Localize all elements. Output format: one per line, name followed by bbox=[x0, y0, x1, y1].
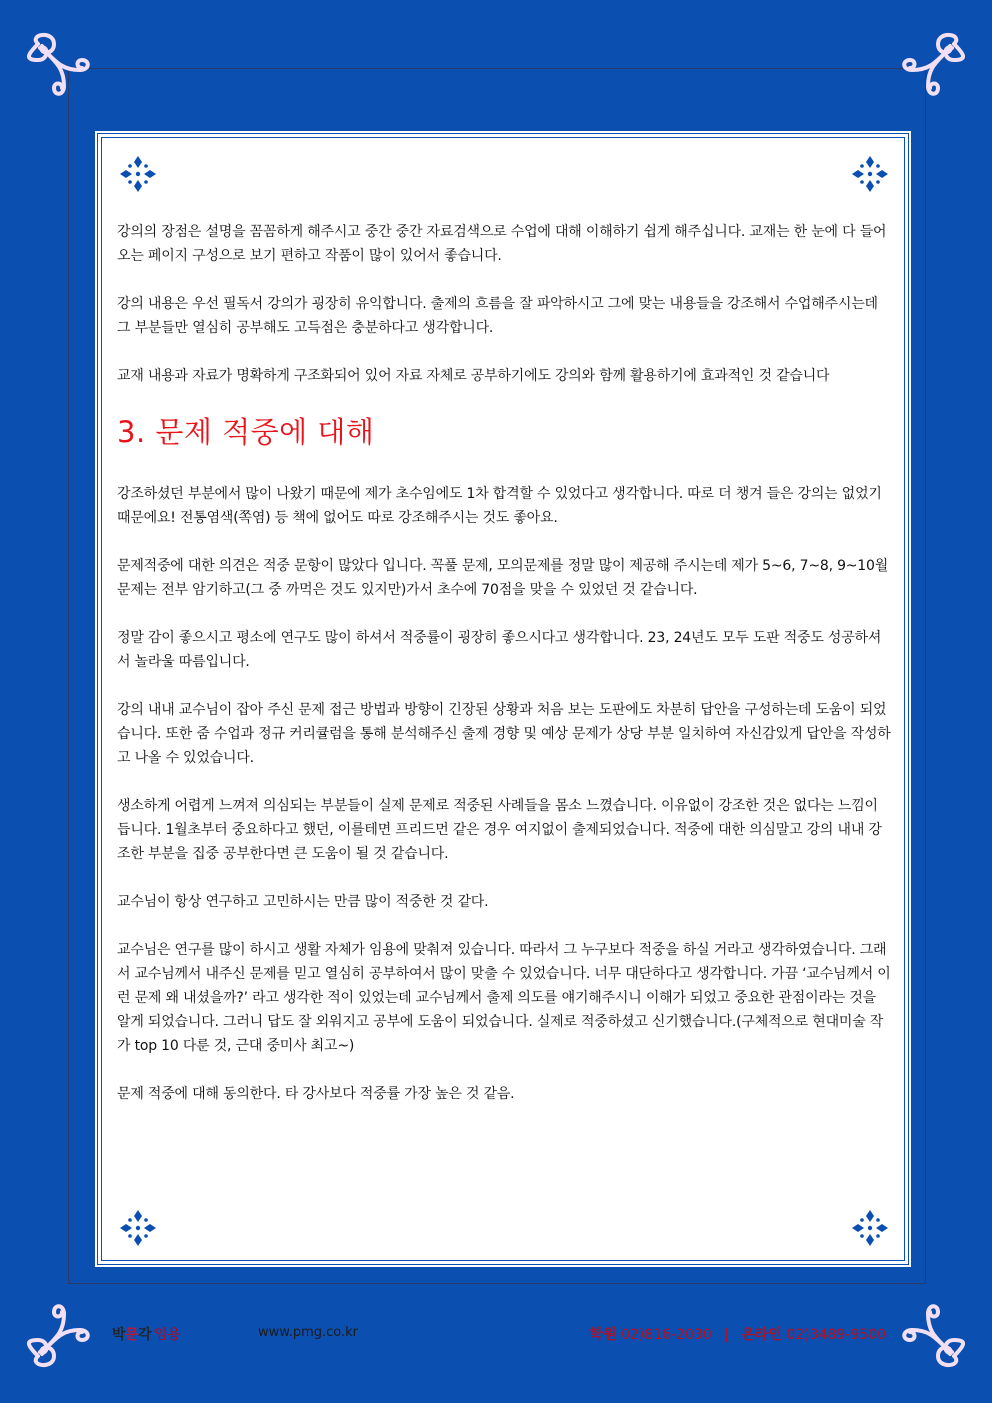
diamond-flower-icon bbox=[850, 1208, 890, 1248]
review-paragraph: 교수님은 연구를 많이 하시고 생활 자체가 임용에 맞춰져 있습니다. 따라서 그 누구보다 적중을 하실 거라고 생각하였습니다. 그래서 교수님께서 내주신 문제를 믿고 열심히 공부하여서 많이 맞출 수 있었습니다. 너무 대단하다고 생각합니다. 가끔 ‘교수님께서 이런 문제 왜 내셨을까?’ 라고 생각한 적이 있었는데 교수님께서 출제 의도를 얘기해주시니 이해가 되었고 중요한 관점이라는 것을 알게 되었습니다. 그러니 답도 잘 외워지고 공부에 도움이 되었습니다. 실제로 적중하셨고 신기했습니다.(구체적으로 현대미술 작가 top 10 다룬 것, 근대 중미사 최고~) bbox=[117, 942, 891, 1054]
separator: | bbox=[724, 1327, 729, 1343]
website-link[interactable]: www.pmg.co.kr bbox=[258, 1325, 359, 1340]
review-paragraph: 문제 적중에 대해 동의한다. 타 강사보다 적중률 가장 높은 것 같음. bbox=[117, 1086, 515, 1102]
academy-label: 학원 bbox=[589, 1327, 617, 1343]
review-paragraph: 강의 내내 교수님이 잡아 주신 문제 접근 방법과 방향이 긴장된 상황과 처음 보는 도판에도 차분히 답안을 구성하는데 도움이 되었습니다. 또한 줌 수업과 정규 커리큘럼을 통해 분석해주신 출제 경향 및 예상 문제가 상당 부분 일치하여 자신감있게 답안을 작성하고 나올 수 있었습니다. bbox=[117, 702, 891, 766]
review-paragraph: 교수님이 항상 연구하고 고민하시는 만큼 많이 적중한 것 같다. bbox=[117, 894, 489, 910]
review-paragraph: 강의의 장점은 설명을 꼼꼼하게 해주시고 중간 중간 자료검색으로 수업에 대해 이해하기 쉽게 해주십니다. 교재는 한 눈에 다 들어오는 페이지 구성으로 보기 편하고 작품이 많이 있어서 좋습니다. bbox=[117, 224, 887, 264]
review-paragraph: 정말 감이 좋으시고 평소에 연구도 많이 하셔서 적중률이 굉장히 좋으시다고 생각합니다. 23, 24년도 모두 도판 적중도 성공하셔서 놀라울 따름입니다. bbox=[117, 630, 882, 670]
review-paragraph: 생소하게 어렵게 느껴져 의심되는 부분들이 실제 문제로 적중된 사례들을 몸소 느꼈습니다. 이유없이 강조한 것은 없다는 느낌이 듭니다. 1월초부터 중요하다고 했던, 이를테면 프리드먼 같은 경우 여지없이 출제되었습니다. 적중에 대한 의심말고 강의 내내 강조한 부분을 집중 공부한다면 큰 도움이 될 것 같습니다. bbox=[117, 798, 882, 862]
logo-text: 문 bbox=[125, 1327, 139, 1343]
diamond-flower-icon bbox=[118, 154, 158, 194]
review-paragraph: 강의 내용은 우선 필독서 강의가 굉장히 유익합니다. 출제의 흐름을 잘 파악하시고 그에 맞는 내용들을 강조해서 수업해주시는데 그 부분들만 열심히 공부해도 고득점은 충분하다고 생각합니다. bbox=[117, 296, 878, 336]
section-heading: 3. 문제 적중에 대해 bbox=[117, 415, 375, 449]
online-phone: 02)3489-9500 bbox=[786, 1327, 886, 1343]
contact-phones bbox=[590, 1324, 886, 1344]
swirl-ornament-icon bbox=[898, 30, 968, 100]
online-label: 온라인 bbox=[741, 1327, 782, 1343]
academy-phone: 02)816-2030 bbox=[621, 1327, 712, 1343]
logo-text: 박 bbox=[112, 1327, 126, 1343]
logo-text: 각 bbox=[138, 1327, 152, 1343]
review-paragraph: 문제적중에 대한 의견은 적중 문항이 많았다 입니다. 꼭풀 문제, 모의문제를 정말 많이 제공해 주시는데 제가 5~6, 7~8, 9~10월 문제는 전부 암기하고(그 중 까먹은 것도 있지만)가서 초수에 70점을 맞을 수 있었던 것 같습니다. bbox=[117, 558, 889, 598]
logo-subtext: 임용 bbox=[154, 1327, 181, 1343]
diamond-flower-icon bbox=[118, 1208, 158, 1248]
swirl-ornament-icon bbox=[24, 30, 94, 100]
footer bbox=[0, 1322, 992, 1352]
review-content bbox=[117, 220, 892, 1130]
review-paragraph: 교재 내용과 자료가 명확하게 구조화되어 있어 자료 자체로 공부하기에도 강의와 함께 활용하기에 효과적인 것 같습니다 bbox=[117, 368, 830, 384]
diamond-flower-icon bbox=[850, 154, 890, 194]
review-paragraph: 강조하셨던 부분에서 많이 나왔기 때문에 제가 초수임에도 1차 합격할 수 있었다고 생각합니다. 따로 더 챙겨 들은 강의는 없었기 때문에요! 전통염색(쪽염) 등 책에 없어도 따로 강조해주시는 것도 좋아요. bbox=[117, 486, 882, 526]
brand-logo bbox=[112, 1324, 180, 1344]
